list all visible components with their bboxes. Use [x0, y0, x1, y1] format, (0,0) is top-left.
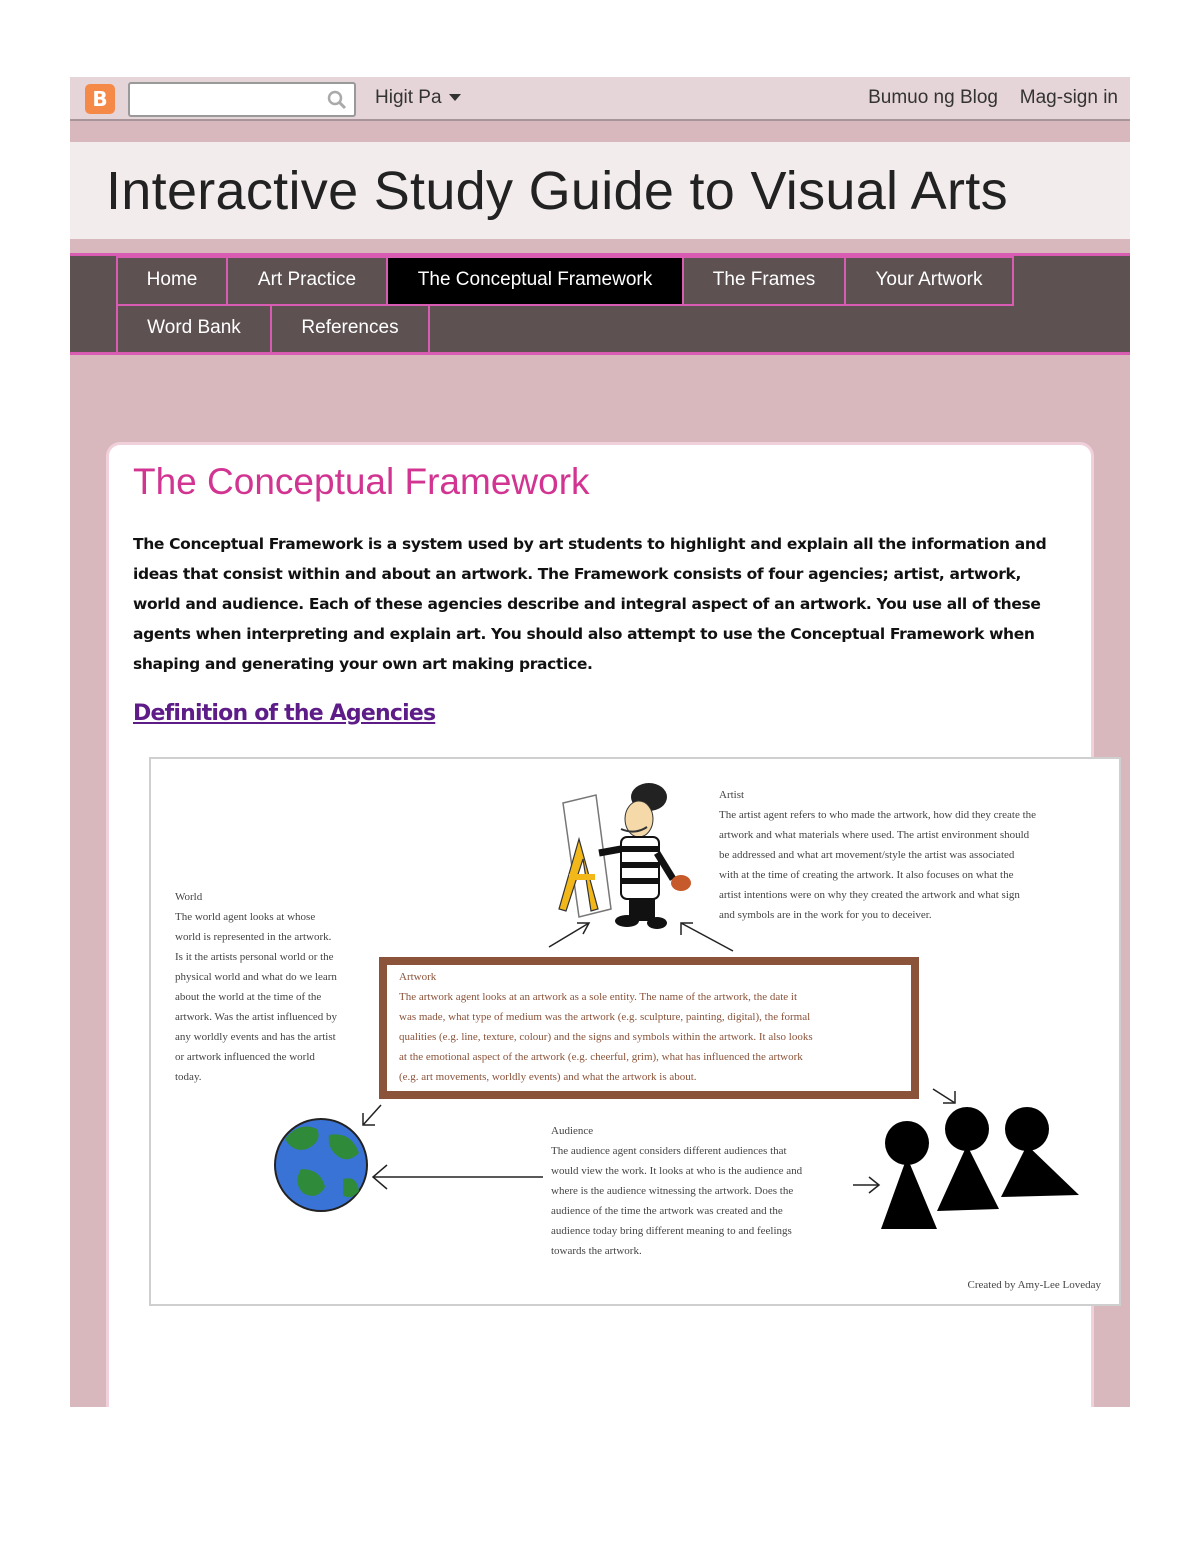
artist-line: and symbols are in the work for you to deceiver.: [719, 909, 932, 921]
tab-the-conceptual-framework[interactable]: [386, 256, 684, 306]
artwork-line: The artwork agent looks at an artwork as a sole entity. The name of the artwork, the date it: [399, 991, 798, 1003]
tab-label: Art Practice: [257, 269, 357, 290]
blogger-logo-letter: B: [92, 87, 108, 111]
world-description: [175, 887, 383, 1087]
world-line: world is represented in the artwork.: [175, 931, 332, 943]
caret-down-icon: [449, 94, 461, 102]
audience-line: would view the work. It looks at who is the audience and: [551, 1165, 803, 1177]
world-line: any worldly events and has the artist: [175, 1031, 336, 1043]
more-menu-button[interactable]: [375, 87, 461, 109]
tab-references[interactable]: [270, 304, 430, 354]
blog-header: [70, 142, 1130, 239]
post-body: The Conceptual Framework is a system used by art students to highlight and explain all the information and ideas that consist within and about an artwork. The Framework consists of four agencies; artist, artwork, world and audience. Each of these agencies describe and integral aspect of an artwork. You use all of these agents when interpreting and explain art. You should also attempt to use the Conceptual Framework when shaping and generating your own art making practice.: [133, 535, 1047, 673]
artist-line: with at the time of creating the artwork. It also focuses on what the: [719, 869, 1014, 881]
tab-your-artwork[interactable]: [844, 256, 1014, 306]
tab-label: Your Artwork: [875, 269, 983, 290]
section-heading-link[interactable]: Definition of the Agencies: [133, 701, 436, 726]
world-line: Is it the artists personal world or the: [175, 951, 334, 963]
artist-line: artist intentions were on why they created the artwork and what sign: [719, 889, 1020, 901]
blog-title[interactable]: Interactive Study Guide to Visual Arts: [106, 161, 1008, 221]
audience-line: audience of the time the artwork was created and the: [551, 1205, 783, 1217]
more-menu-label: Higit Pa: [375, 87, 442, 108]
audience-line: where is the audience witnessing the artwork. Does the: [551, 1185, 794, 1197]
world-line: The world agent looks at whose: [175, 911, 316, 923]
audience-line: towards the artwork.: [551, 1245, 642, 1257]
world-line: today.: [175, 1071, 202, 1083]
tab-label: Home: [146, 269, 198, 290]
sign-in-link[interactable]: Mag-sign in: [1019, 87, 1118, 108]
artist-line: The artist agent refers to who made the artwork, how did they create the: [719, 809, 1037, 821]
artwork-line: was made, what type of medium was the artwork (e.g. sculpture, painting, digital), the formal: [399, 1011, 811, 1023]
artwork-box: [379, 957, 919, 1099]
audience-title: Audience: [551, 1125, 594, 1137]
artist-description: [719, 785, 1119, 925]
world-line: physical world and what do we learn: [175, 971, 337, 983]
arrow: [549, 923, 589, 947]
artwork-description: [399, 967, 909, 1087]
search-input[interactable]: [128, 82, 356, 117]
tab-label: The Conceptual Framework: [417, 269, 653, 290]
world-line: about the world at the time of the: [175, 991, 322, 1003]
artwork-title: Artwork: [399, 971, 437, 983]
world-title: World: [175, 891, 203, 903]
blogger-navbar: [70, 77, 1130, 121]
page-tabs: [70, 253, 1130, 355]
world-line: artwork. Was the artist influenced by: [175, 1011, 338, 1023]
globe-illustration: [275, 1119, 367, 1211]
tab-label: The Frames: [712, 269, 816, 290]
conceptual-framework-diagram: [149, 757, 1121, 1306]
tab-the-frames[interactable]: [682, 256, 846, 306]
arrow: [681, 923, 733, 951]
world-line: or artwork influenced the world: [175, 1051, 315, 1063]
create-blog-link[interactable]: Bumuo ng Blog: [868, 87, 998, 108]
tab-label: References: [301, 317, 399, 338]
artwork-line: at the emotional aspect of the artwork (e.g. cheerful, grim), what has influenced the artwork: [399, 1051, 803, 1063]
audience-line: audience today bring different meaning to and feelings: [551, 1225, 792, 1237]
arrow: [933, 1089, 955, 1103]
audience-description: [551, 1121, 871, 1261]
artwork-line: (e.g. art movements, worldly events) and what the artwork is about.: [399, 1071, 697, 1083]
artist-line: artwork and what materials where used. The artist environment should: [719, 829, 1030, 841]
artist-illustration: [559, 783, 691, 929]
artist-line: be addressed and what art movement/style the artist was associated: [719, 849, 1015, 861]
artwork-line: qualities (e.g. line, texture, colour) and the signs and symbols within the artwork. It also looks: [399, 1031, 813, 1043]
tab-art-practice[interactable]: [226, 256, 388, 306]
blogger-icon[interactable]: [85, 84, 115, 114]
search-icon[interactable]: [326, 89, 348, 111]
tab-label: Word Bank: [147, 317, 241, 338]
artist-title: Artist: [719, 789, 745, 801]
diagram-credit: Created by Amy-Lee Loveday: [967, 1279, 1101, 1291]
tab-home[interactable]: [116, 256, 228, 306]
arrow: [363, 1105, 381, 1125]
tab-word-bank[interactable]: [116, 304, 272, 354]
audience-illustration: [881, 1107, 1079, 1229]
audience-line: The audience agent considers different audiences that: [551, 1145, 787, 1157]
post-title: The Conceptual Framework: [133, 461, 590, 502]
